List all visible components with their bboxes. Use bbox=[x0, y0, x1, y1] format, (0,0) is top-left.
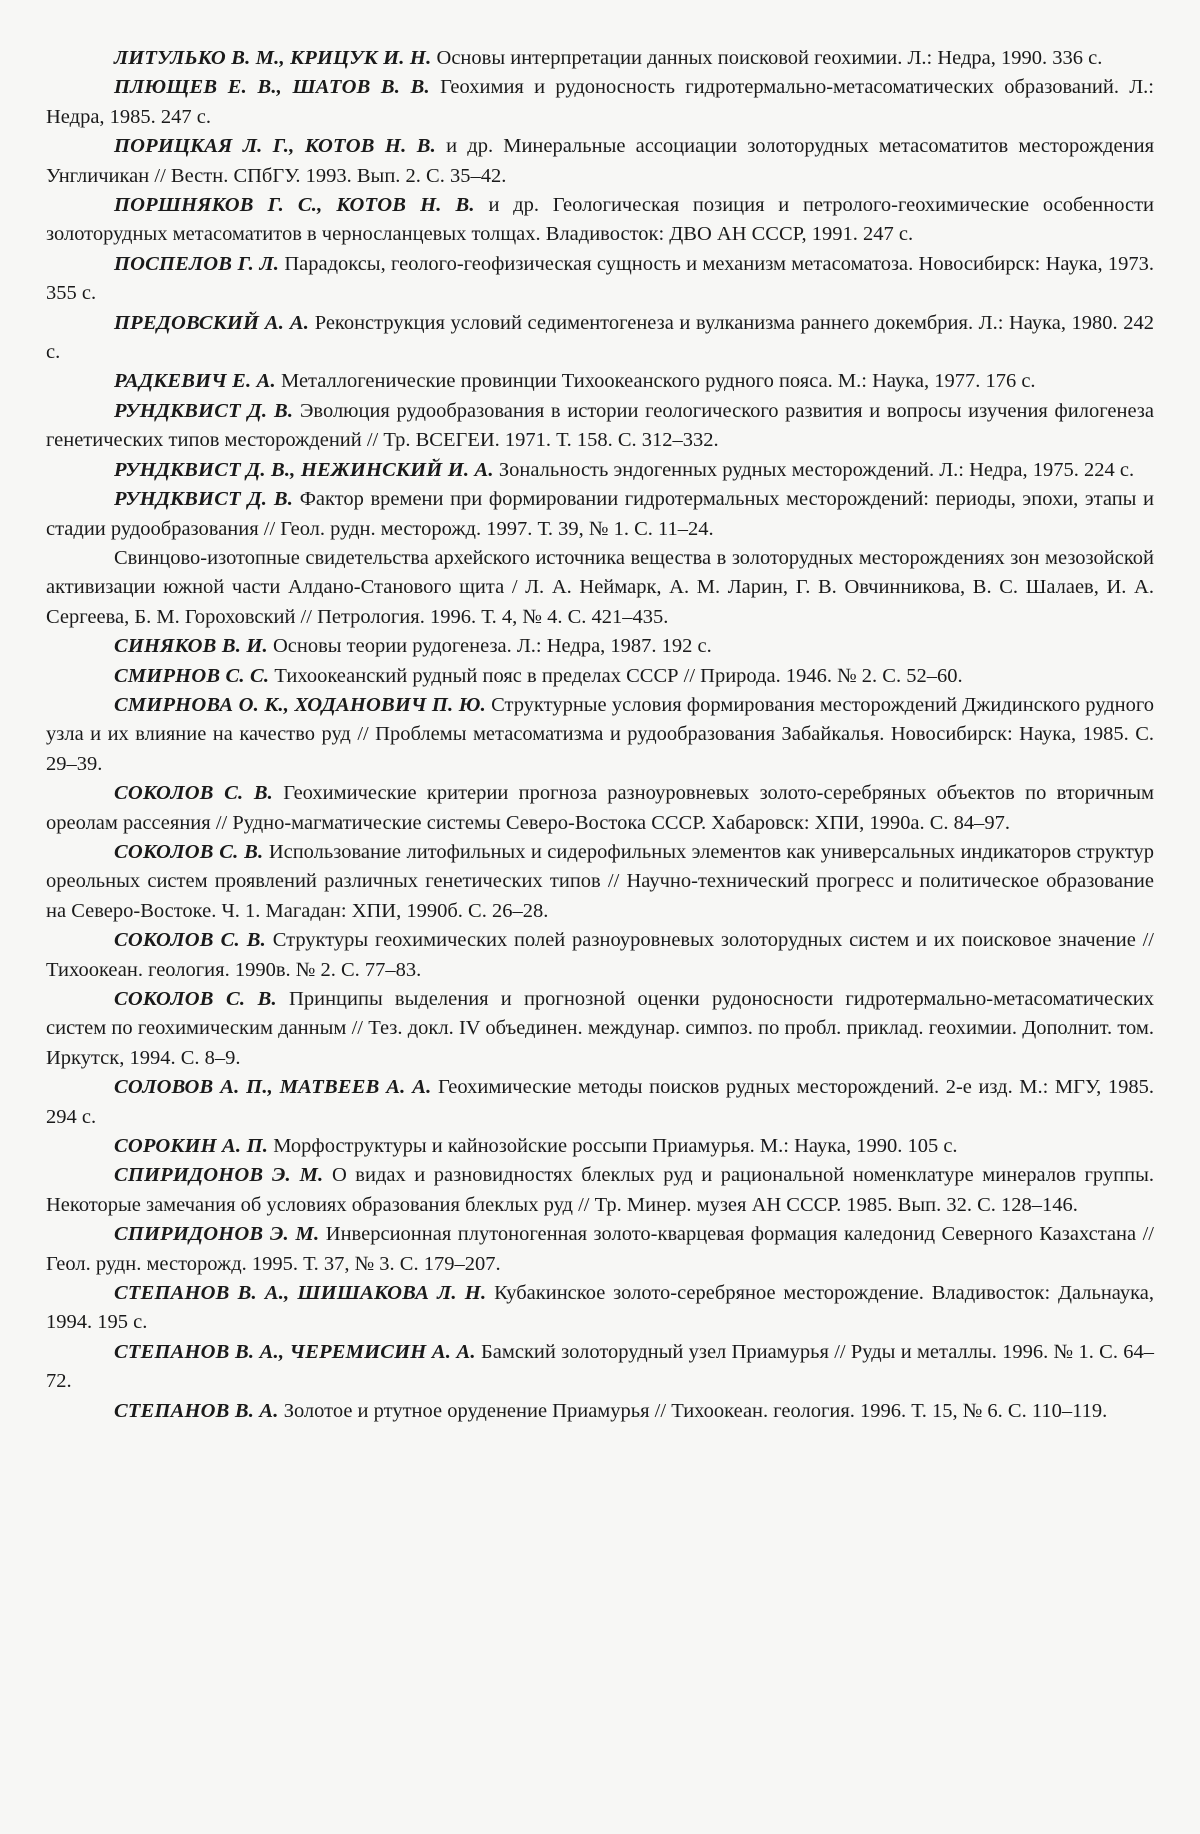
reference-text: Эволюция рудообразования в истории геологического развития и вопросы изучения филогенеза генетических типов месторождений // Тр. ВСЕГЕИ. 1971. Т. 158. С. 312–332. bbox=[46, 399, 1154, 452]
reference-text: Бамский золоторудный узел Приамурья // Руды и металлы. 1996. № 1. С. 64–72. bbox=[46, 1340, 1155, 1393]
reference-authors: СОКОЛОВ С. В. bbox=[114, 929, 266, 952]
reference-authors: СТЕПАНОВ В. А., ЧЕРЕМИСИН А. А. bbox=[114, 1340, 476, 1363]
reference-authors: РУНДКВИСТ Д. В. bbox=[114, 399, 294, 422]
reference-text: Морфоструктуры и кайнозойские россыпи Приамурья. М.: Наука, 1990. 105 с. bbox=[273, 1135, 958, 1158]
reference-text: Металлогенические провинции Тихоокеанского рудного пояса. М.: Наука, 1977. 176 с. bbox=[281, 370, 1036, 393]
reference-item bbox=[46, 309, 1154, 368]
reference-text: Парадоксы, геолого-геофизическая сущность и механизм метасоматоза. Новосибирск: Наука, 1973. 355 с. bbox=[46, 252, 1154, 305]
reference-text: Тихоокеанский рудный пояс в пределах СССР // Природа. 1946. № 2. С. 52–60. bbox=[274, 664, 963, 687]
reference-authors: ПОСПЕЛОВ Г. Л. bbox=[114, 252, 280, 275]
reference-text: Золотое и ртутное оруденение Приамурья // Тихоокеан. геология. 1996. Т. 15, № 6. С. 110–119. bbox=[283, 1399, 1108, 1422]
reference-text: О видах и разновидностях блеклых руд и рациональной номенклатуре минералов группы. Некоторые замечания об условиях образования блеклых руд // Тр. Минер. музея АН СССР. 1985. Вып. 32. С. 128–146. bbox=[46, 1164, 1155, 1216]
reference-authors: РУНДКВИСТ Д. В., НЕЖИНСКИЙ И. А. bbox=[114, 458, 494, 481]
reference-text: Свинцово-изотопные свидетельства архейского источника вещества в золоторудных месторождениях зон мезозойской активизации южной части Алдано-Станового щита / Л. А. Неймарк, А. М. Ларин, Г. В. Овчинникова, В. С. Шалаев, И. А. Сергеева, Б. М. Гороховский // Петрология. 1996. Т. 4, № 4. С. 421–435. bbox=[46, 546, 1154, 628]
reference-authors: СМИРНОВА О. К., ХОДАНОВИЧ П. Ю. bbox=[114, 693, 486, 716]
reference-authors: СОКОЛОВ С. В. bbox=[114, 988, 277, 1010]
reference-authors: ПРЕДОВСКИЙ А. А. bbox=[114, 311, 310, 334]
reference-text: Основы теории рудогенеза. Л.: Недра, 1987. 192 с. bbox=[272, 635, 712, 658]
reference-authors: СОЛОВОВ А. П., МАТВЕЕВ А. А. bbox=[114, 1076, 432, 1099]
reference-authors: ЛИТУЛЬКО В. М., КРИЦУК И. Н. bbox=[114, 47, 432, 69]
reference-item bbox=[46, 926, 1154, 985]
reference-item bbox=[46, 1161, 1154, 1220]
reference-item bbox=[46, 44, 1154, 73]
reference-item bbox=[46, 73, 1154, 132]
reference-text: Зональность эндогенных рудных месторождений. Л.: Недра, 1975. 224 с. bbox=[498, 458, 1135, 481]
reference-authors: СИНЯКОВ В. И. bbox=[114, 635, 268, 658]
reference-text: Кубакинское золото-серебряное месторождение. Владивосток: Дальнаука, 1994. 195 с. bbox=[46, 1282, 1154, 1334]
reference-item bbox=[46, 662, 1154, 691]
reference-text: Геохимические критерии прогноза разноуровневых золото-серебряных объектов по вторичным ореолам рассеяния // Рудно-магматические системы Северо-Востока СССР. Хабаровск: ХПИ, 1990а. С. 84–97. bbox=[46, 782, 1154, 834]
reference-item bbox=[46, 456, 1154, 485]
reference-item bbox=[46, 632, 1154, 661]
reference-item bbox=[46, 544, 1154, 632]
reference-text: Структурные условия формирования месторождений Джидинского рудного узла и их влияние на качество руд // Проблемы метасоматизма и рудообразования Забайкалья. Новосибирск: Наука, 1985. С. 29–39. bbox=[46, 693, 1155, 775]
reference-item bbox=[46, 1279, 1154, 1338]
reference-list bbox=[46, 44, 1154, 1426]
reference-text: Фактор времени при формировании гидротермальных месторождений: периоды, эпохи, этапы и стадии рудообразования // Геол. рудн. месторожд. 1997. Т. 39, № 1. С. 11–24. bbox=[46, 488, 1155, 540]
reference-text: Геохимические методы поисков рудных месторождений. 2-е изд. М.: МГУ, 1985. 294 с. bbox=[46, 1076, 1154, 1128]
reference-authors: РАДКЕВИЧ Е. А. bbox=[114, 370, 276, 393]
reference-authors: СПИРИДОНОВ Э. М. bbox=[114, 1223, 320, 1246]
reference-item bbox=[46, 1338, 1154, 1397]
reference-authors: СОКОЛОВ С. В. bbox=[114, 840, 264, 863]
reference-authors: ПОРШНЯКОВ Г. С., КОТОВ Н. В. bbox=[114, 194, 475, 217]
reference-text: и др. Геологическая позиция и петролого-геохимические особенности золоторудных метасоматитов в черносланцевых толщах. Владивосток: ДВО АН СССР, 1991. 247 с. bbox=[46, 194, 1154, 246]
reference-item bbox=[46, 838, 1154, 926]
reference-authors: СПИРИДОНОВ Э. М. bbox=[114, 1164, 324, 1187]
reference-authors: СОКОЛОВ С. В. bbox=[114, 782, 274, 805]
reference-item bbox=[46, 779, 1154, 838]
reference-text: и др. Минеральные ассоциации золоторудных метасоматитов месторождения Унгличикан // Вестн. СПбГУ. 1993. Вып. 2. С. 35–42. bbox=[46, 135, 1155, 187]
reference-text: Основы интерпретации данных поисковой геохимии. Л.: Недра, 1990. 336 с. bbox=[436, 47, 1103, 69]
reference-authors: СТЕПАНОВ В. А., ШИШАКОВА Л. Н. bbox=[114, 1282, 487, 1305]
reference-authors: РУНДКВИСТ Д. В. bbox=[114, 488, 294, 511]
reference-item bbox=[46, 1073, 1154, 1132]
reference-authors: ПЛЮЩЕВ Е. В., ШАТОВ В. В. bbox=[114, 76, 430, 99]
reference-authors: ПОРИЦКАЯ Л. Г., КОТОВ Н. В. bbox=[114, 135, 436, 158]
reference-item bbox=[46, 1397, 1154, 1426]
reference-item bbox=[46, 985, 1154, 1073]
reference-item bbox=[46, 397, 1154, 456]
reference-item bbox=[46, 1132, 1154, 1161]
reference-item bbox=[46, 191, 1154, 250]
reference-authors: СМИРНОВ С. С. bbox=[114, 664, 270, 687]
reference-item bbox=[46, 1220, 1154, 1279]
reference-text: Геохимия и рудоносность гидротермально-метасоматических образований. Л.: Недра, 1985. 247 с. bbox=[46, 76, 1155, 128]
reference-text: Использование литофильных и сидерофильных элементов как универсальных индикаторов структур ореольных систем проявлений различных генетических типов // Научно-технический прогресс и политическое образование на Северо-Востоке. Ч. 1. Магадан: ХПИ, 1990б. С. 26–28. bbox=[46, 840, 1155, 922]
reference-text: Инверсионная плутоногенная золото-кварцевая формация каледонид Северного Казахстана // Геол. рудн. месторожд. 1995. Т. 37, № 3. С. 179–207. bbox=[46, 1223, 1154, 1275]
reference-item bbox=[46, 691, 1154, 779]
reference-authors: СОРОКИН А. П. bbox=[114, 1135, 269, 1158]
reference-item bbox=[46, 250, 1154, 309]
reference-text: Реконструкция условий седиментогенеза и вулканизма раннего докембрия. Л.: Наука, 1980. 242 с. bbox=[46, 311, 1155, 364]
reference-text: Принципы выделения и прогнозной оценки рудоносности гидротермально-метасоматических систем по геохимическим данным // Тез. докл. IV объединен. междунар. симпоз. по пробл. приклад. геохимии. Дополнит. том. Иркутск, 1994. С. 8–9. bbox=[46, 988, 1155, 1069]
reference-text: Структуры геохимических полей разноуровневых золоторудных систем и их поисковое значение // Тихоокеан. геология. 1990в. № 2. С. 77–83. bbox=[46, 929, 1154, 981]
reference-item bbox=[46, 367, 1154, 396]
reference-item bbox=[46, 132, 1154, 191]
reference-authors: СТЕПАНОВ В. А. bbox=[114, 1399, 279, 1422]
reference-item bbox=[46, 485, 1154, 544]
